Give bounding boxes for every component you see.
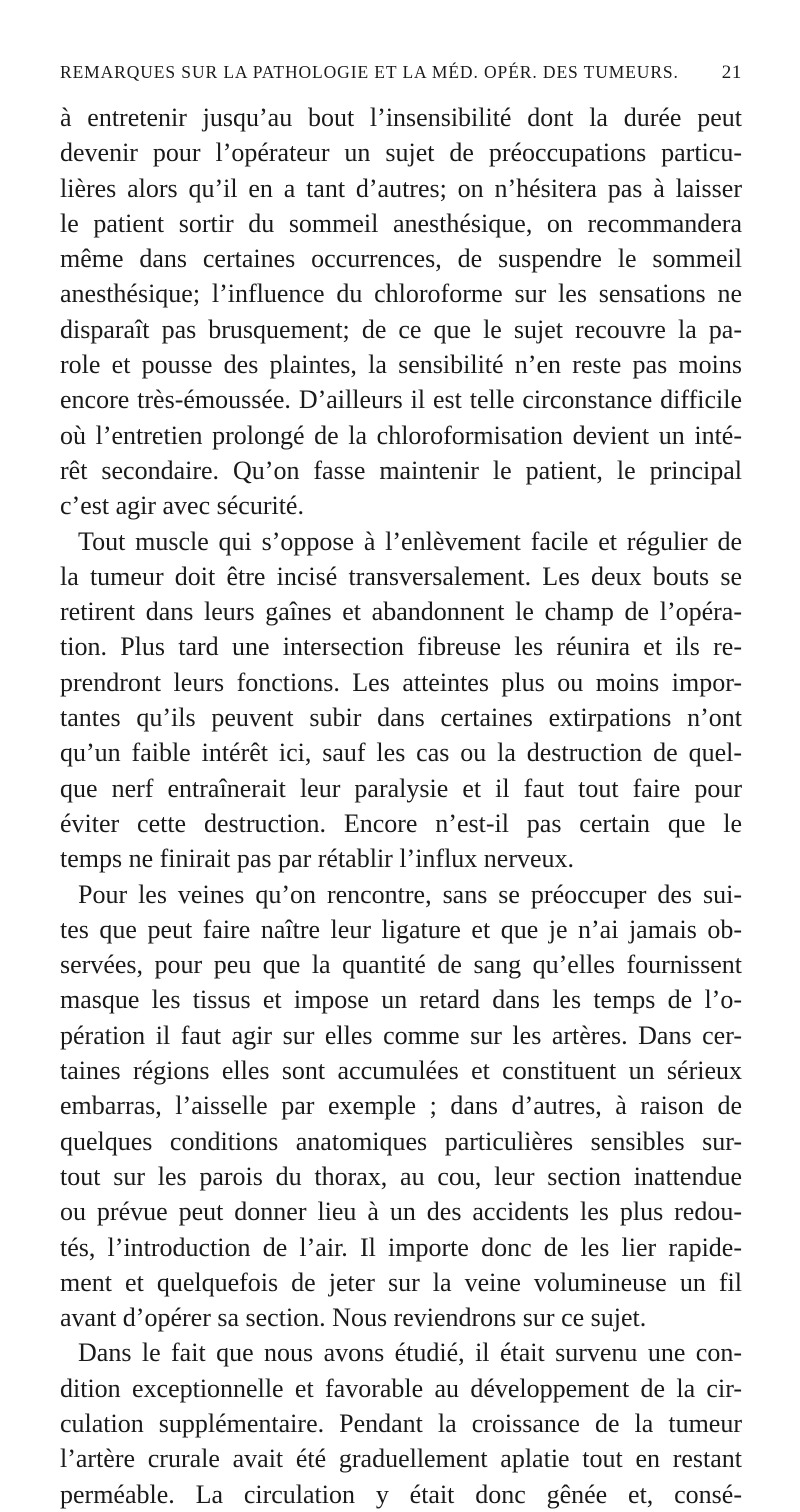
text-line: tes que peut faire naître leur ligature et que je n’ai jamais ob-: [60, 914, 742, 944]
running-head: [60, 62, 742, 96]
text-line: rêt secondaire. Qu’on fasse maintenir le patient, le principal: [60, 455, 742, 485]
text-line: tout sur les parois du thorax, au cou, leur section inattendue: [60, 1161, 742, 1191]
text-line: Dans le fait que nous avons étudié, il était survenu une con-: [78, 1338, 742, 1368]
text-line: tés, l’introduction de l’air. Il importe donc de les lier rapide-: [60, 1232, 742, 1262]
text-line: embarras, l’aisselle par exemple ; dans d’autres, à raison de: [60, 1091, 742, 1121]
paragraph: [60, 1335, 742, 1511]
paragraph: [60, 100, 742, 524]
text-line: temps ne finirait pas par rétablir l’influx nerveux.: [60, 844, 575, 874]
text-line: Pour les veines qu’on rencontre, sans se préoccuper des sui-: [78, 879, 742, 909]
text-line: c’est agir avec sécurité.: [60, 491, 304, 521]
running-title: REMARQUES SUR LA PATHOLOGIE ET LA MÉD. OPÉR. DES TUMEURS.: [60, 62, 679, 82]
text-line: l’artère crurale avait été graduellement aplatie tout en restant: [60, 1444, 742, 1474]
text-line: la tumeur doit être incisé transversalement. Les deux bouts se: [60, 561, 742, 591]
text-line: taines régions elles sont accumulées et constituent un sérieux: [60, 1056, 742, 1086]
text-line: tantes qu’ils peuvent subir dans certaines extirpations n’ont: [60, 703, 742, 733]
text-line: perméable. La circulation y était donc gênée et, consé-: [60, 1479, 742, 1509]
body-text: [60, 100, 742, 1512]
text-line: role et pousse des plaintes, la sensibilité n’en reste pas moins: [60, 350, 742, 380]
text-line: tion. Plus tard une intersection fibreuse les réunira et ils re-: [60, 632, 742, 662]
text-line: prendront leurs fonctions. Les atteintes plus ou moins impor-: [60, 667, 742, 697]
text-line: ment et quelquefois de jeter sur la veine volumineuse un fil: [60, 1267, 742, 1297]
text-line: avant d’opérer sa section. Nous reviendrons sur ce sujet.: [60, 1303, 647, 1333]
text-line: pération il faut agir sur elles comme sur les artères. Dans cer-: [60, 1020, 742, 1050]
text-line: à entretenir jusqu’au bout l’insensibilité dont la durée peut: [60, 103, 742, 132]
text-line: disparaît pas brusquement; de ce que le sujet recouvre la pa-: [60, 314, 742, 344]
text-line: où l’entretien prolongé de la chloroformisation devient un inté-: [60, 420, 742, 450]
text-line: que nerf entraînerait leur paralysie et il faut tout faire pour: [60, 773, 742, 803]
text-line: même dans certaines occurrences, de suspendre le sommeil: [60, 244, 742, 274]
text-line: anesthésique; l’influence du chloroforme sur les sensations ne: [60, 279, 742, 309]
text-line: lières alors qu’il en a tant d’autres; on n’hésitera pas à laisser: [60, 173, 742, 203]
text-line: Tout muscle qui s’oppose à l’enlèvement facile et régulier de: [78, 526, 742, 556]
text-line: encore très-émoussée. D’ailleurs il est telle circonstance difficile: [60, 385, 742, 415]
text-line: qu’un faible intérêt ici, sauf les cas ou la destruction de quel-: [60, 738, 742, 768]
text-line: devenir pour l’opérateur un sujet de préoccupations particu-: [60, 138, 742, 168]
paragraph: [60, 524, 742, 877]
text-line: dition exceptionnelle et favorable au développement de la cir-: [60, 1373, 742, 1403]
text-line: retirent dans leurs gaînes et abandonnent le champ de l’opéra-: [60, 597, 742, 627]
text-line: servées, pour peu que la quantité de sang qu’elles fournissent: [60, 950, 742, 980]
page-number: 21: [721, 62, 742, 83]
text-line: masque les tissus et impose un retard dans les temps de l’o-: [60, 985, 742, 1015]
text-line: le patient sortir du sommeil anesthésique, on recommandera: [60, 208, 742, 238]
paragraph: [60, 877, 742, 1336]
text-line: quelques conditions anatomiques particulières sensibles sur-: [60, 1126, 742, 1156]
text-line: culation supplémentaire. Pendant la croissance de la tumeur: [60, 1408, 742, 1438]
text-line: éviter cette destruction. Encore n’est-il pas certain que le: [60, 808, 742, 838]
book-page: [60, 62, 742, 1512]
text-line: ou prévue peut donner lieu à un des accidents les plus redou-: [60, 1197, 742, 1227]
